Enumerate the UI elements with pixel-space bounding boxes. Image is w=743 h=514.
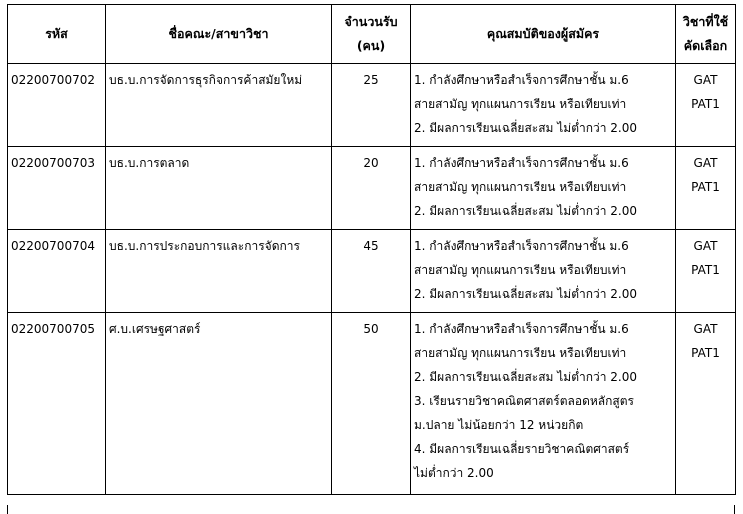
program-subjects: GAT PAT1 xyxy=(676,313,736,495)
program-code: 02200700702 xyxy=(8,64,106,147)
program-name: บธ.บ.การตลาด xyxy=(106,147,332,230)
program-qualifications: 1. กำลังศึกษาหรือสำเร็จการศึกษาชั้น ม.6 สายสามัญ ทุกแผนการเรียน หรือเทียบเท่า 2. มีผลการเรียนเฉลี่ยสะสม ไม่ต่ำกว่า 2.00 3. เรียนรายวิชาคณิตศาสตร์ตลอดหลักสูตร ม.ปลาย ไม่น้อยกว่า 12 หน่วยกิต 4. มีผลการเรียนเฉลี่ยรายวิชาคณิตศาสตร์ ไม่ต่ำกว่า 2.00 xyxy=(411,313,676,495)
program-capacity: 20 xyxy=(332,147,411,230)
header-subjects: วิชาที่ใช้ คัดเลือก xyxy=(676,5,736,64)
program-subjects: GAT PAT1 xyxy=(676,147,736,230)
header-qualifications: คุณสมบัติของผู้สมัคร xyxy=(411,5,676,64)
program-capacity: 45 xyxy=(332,230,411,313)
program-subjects: GAT PAT1 xyxy=(676,230,736,313)
program-capacity: 50 xyxy=(332,313,411,495)
header-name: ชื่อคณะ/สาขาวิชา xyxy=(106,5,332,64)
header-code: รหัส xyxy=(8,5,106,64)
program-qualifications: 1. กำลังศึกษาหรือสำเร็จการศึกษาชั้น ม.6 สายสามัญ ทุกแผนการเรียน หรือเทียบเท่า 2. มีผลการเรียนเฉลี่ยสะสม ไม่ต่ำกว่า 2.00 xyxy=(411,147,676,230)
header-row xyxy=(8,5,736,64)
program-name: บธ.บ.การประกอบการและการจัดการ xyxy=(106,230,332,313)
table-row xyxy=(8,230,736,313)
program-name: ศ.บ.เศรษฐศาสตร์ xyxy=(106,313,332,495)
table-row xyxy=(8,313,736,495)
table-continuation xyxy=(7,505,735,514)
program-name: บธ.บ.การจัดการธุรกิจการค้าสมัยใหม่ xyxy=(106,64,332,147)
table-row xyxy=(8,64,736,147)
admission-table xyxy=(7,4,736,495)
program-qualifications: 1. กำลังศึกษาหรือสำเร็จการศึกษาชั้น ม.6 สายสามัญ ทุกแผนการเรียน หรือเทียบเท่า 2. มีผลการเรียนเฉลี่ยสะสม ไม่ต่ำกว่า 2.00 xyxy=(411,64,676,147)
table-row xyxy=(8,147,736,230)
program-capacity: 25 xyxy=(332,64,411,147)
program-qualifications: 1. กำลังศึกษาหรือสำเร็จการศึกษาชั้น ม.6 สายสามัญ ทุกแผนการเรียน หรือเทียบเท่า 2. มีผลการเรียนเฉลี่ยสะสม ไม่ต่ำกว่า 2.00 xyxy=(411,230,676,313)
program-code: 02200700705 xyxy=(8,313,106,495)
program-code: 02200700703 xyxy=(8,147,106,230)
program-subjects: GAT PAT1 xyxy=(676,64,736,147)
header-capacity: จำนวนรับ (คน) xyxy=(332,5,411,64)
program-code: 02200700704 xyxy=(8,230,106,313)
